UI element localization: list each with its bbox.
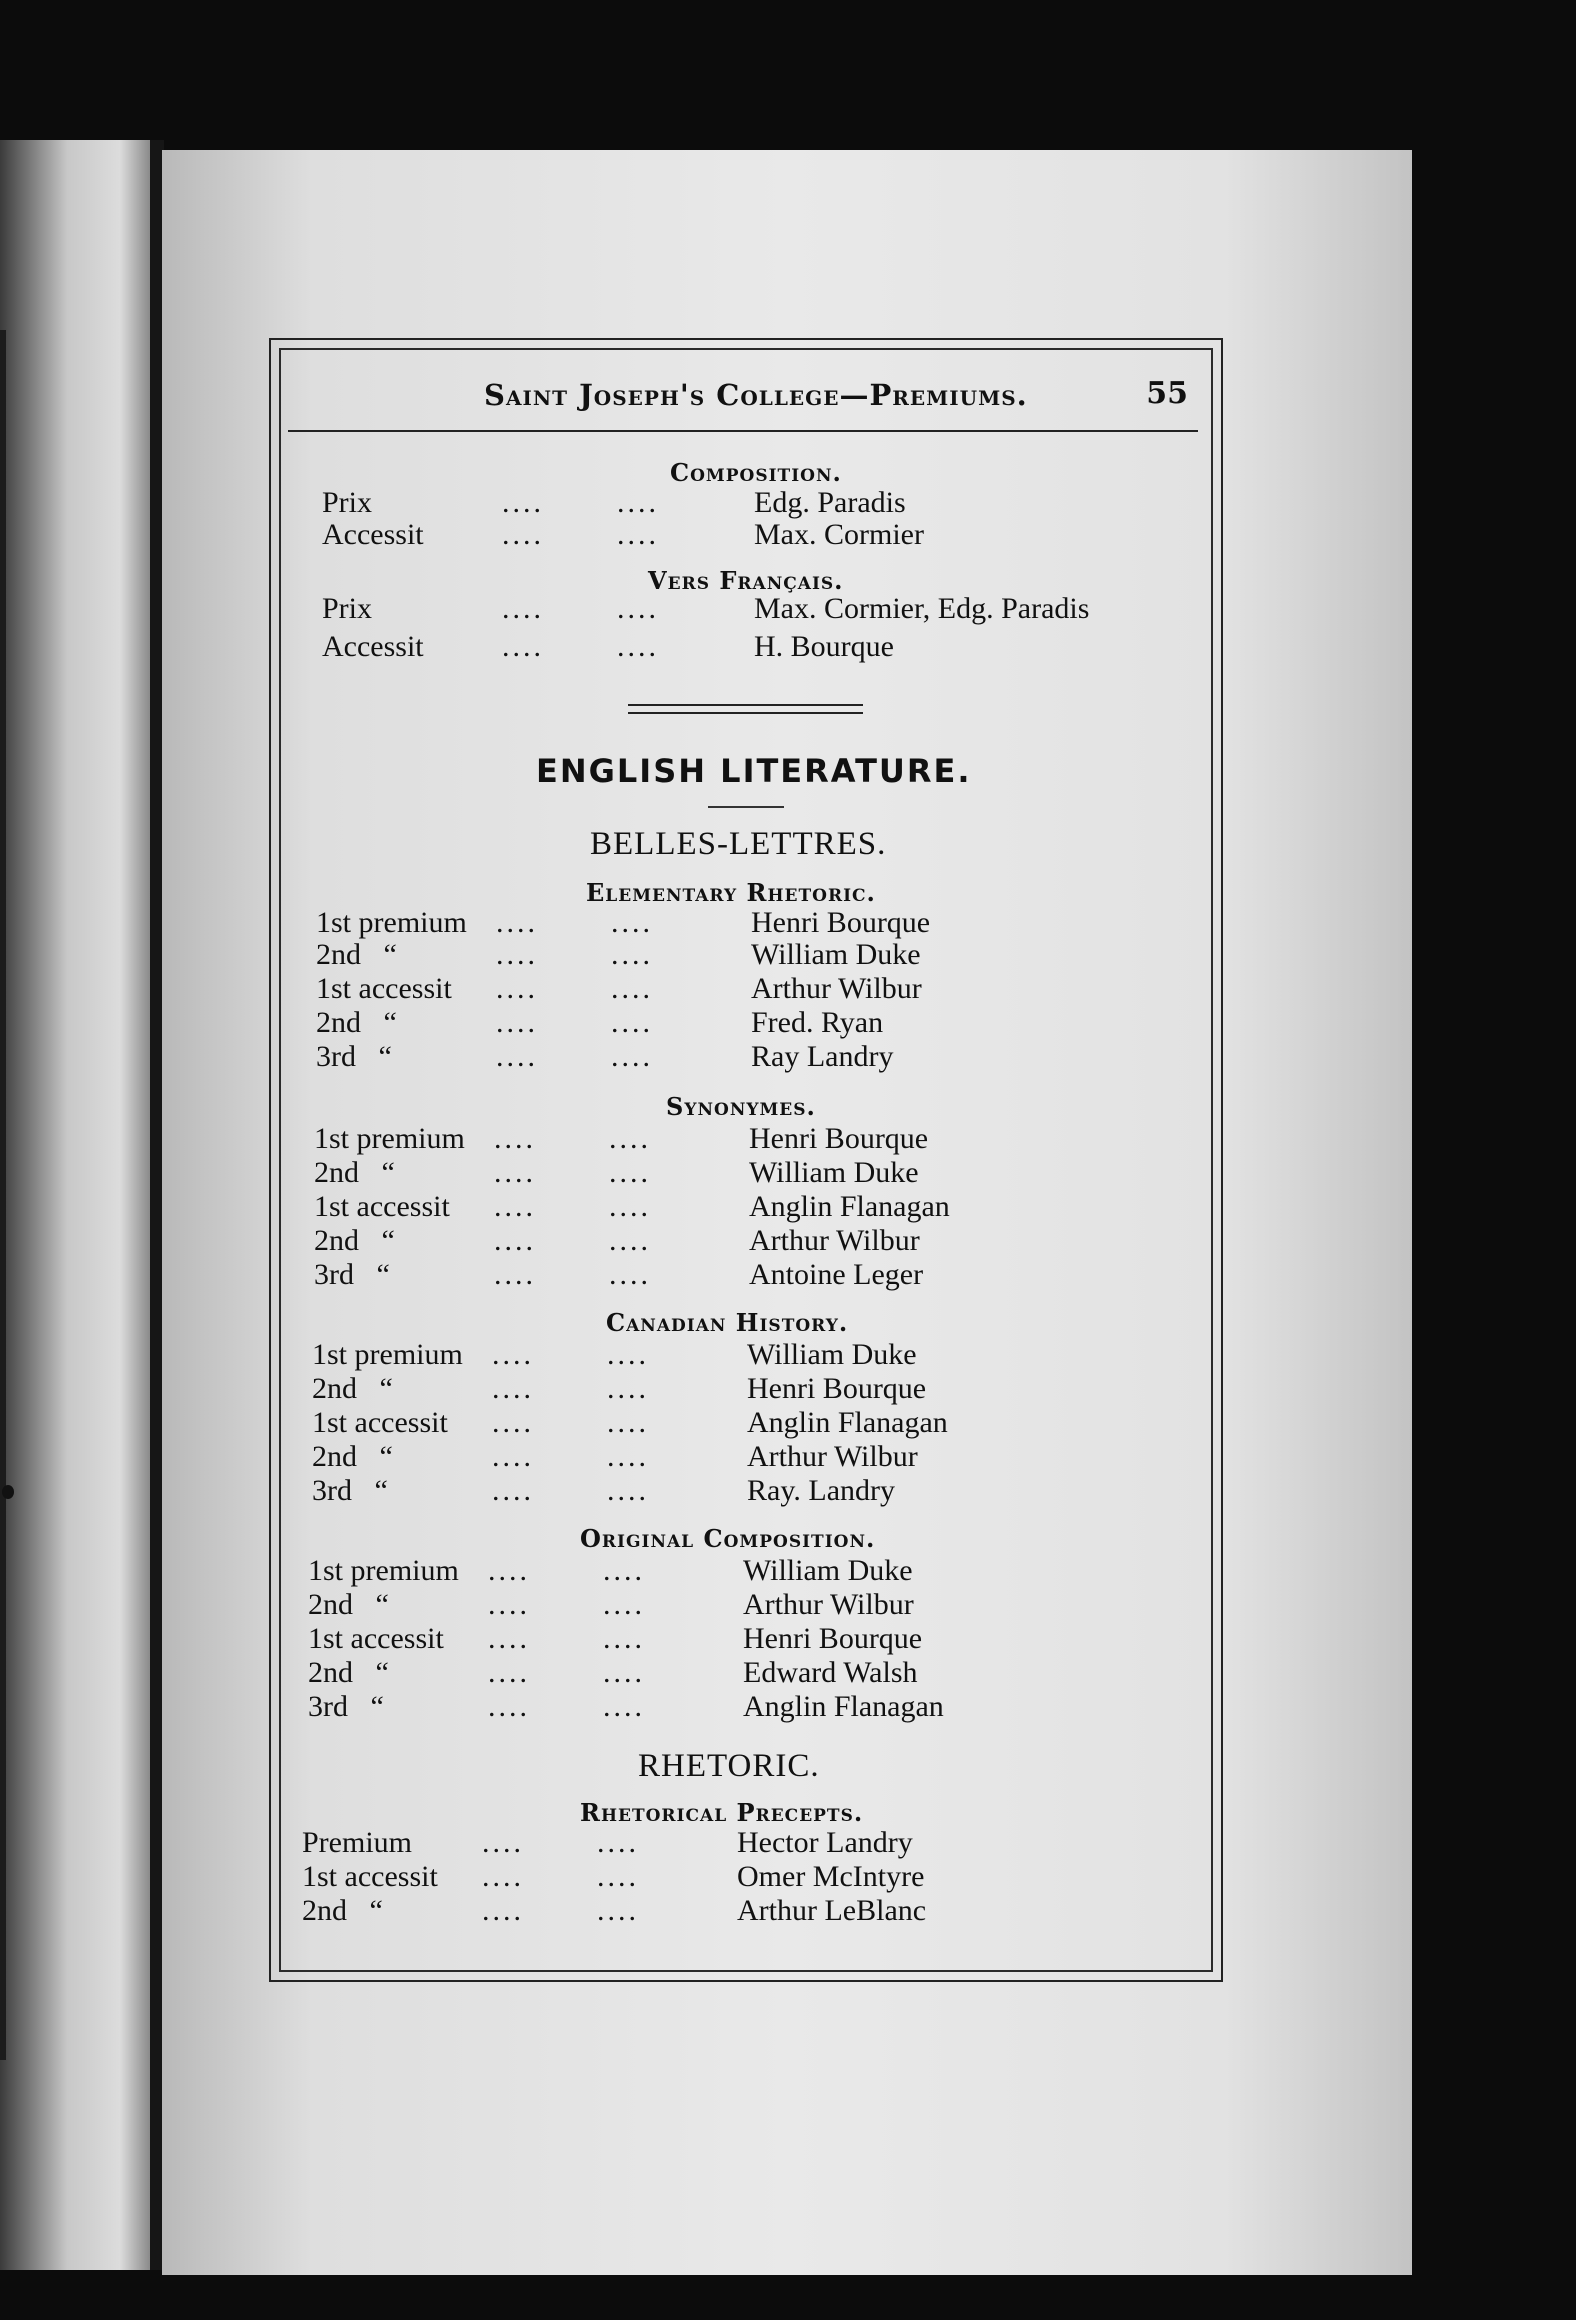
list-item xyxy=(312,1372,1212,1406)
heading-vers-francais: Vers Français. xyxy=(648,566,844,595)
leader-dots: .... xyxy=(609,1156,651,1189)
leader-dots: .... xyxy=(488,1622,530,1655)
list-item xyxy=(316,906,1216,940)
award-rank: 2nd “ xyxy=(308,1656,389,1689)
award-rank: 1st accessit xyxy=(302,1860,438,1893)
list-item xyxy=(316,972,1216,1006)
student-name: William Duke xyxy=(743,1554,913,1587)
list-item xyxy=(308,1588,1208,1622)
award-rank: 1st accessit xyxy=(316,972,452,1005)
leader-dots: .... xyxy=(496,1006,538,1039)
leader-dots: .... xyxy=(603,1622,645,1655)
leader-dots: .... xyxy=(496,938,538,971)
facing-page-edge xyxy=(0,140,150,2270)
award-rank: 1st accessit xyxy=(308,1622,444,1655)
list-item xyxy=(322,592,1222,626)
list-item xyxy=(322,518,1222,552)
student-name: Henri Bourque xyxy=(747,1372,927,1405)
heading-elementary-rhetoric: Elementary Rhetoric. xyxy=(586,878,876,907)
list-item xyxy=(316,938,1216,972)
leader-dots: .... xyxy=(496,1040,538,1073)
award-rank: Prix xyxy=(322,486,373,519)
student-name: Henri Bourque xyxy=(749,1122,929,1155)
facing-page-mark xyxy=(2,1485,14,1499)
student-name: Arthur Wilbur xyxy=(747,1440,918,1473)
student-name: Omer McIntyre xyxy=(737,1860,925,1893)
list-item xyxy=(312,1406,1212,1440)
award-rank: Premium xyxy=(302,1826,412,1859)
list-item xyxy=(308,1690,1208,1724)
list-item xyxy=(312,1338,1212,1372)
leader-dots: .... xyxy=(502,486,544,519)
section-divider xyxy=(628,704,863,714)
list-item xyxy=(302,1894,1202,1928)
award-rank: 2nd “ xyxy=(314,1224,395,1257)
facing-page-rule xyxy=(0,330,6,2060)
student-name: Anglin Flanagan xyxy=(743,1690,944,1723)
leader-dots: .... xyxy=(492,1474,534,1507)
leader-dots: .... xyxy=(603,1588,645,1621)
leader-dots: .... xyxy=(482,1826,524,1859)
award-rank: Accessit xyxy=(322,630,424,663)
award-rank: 2nd “ xyxy=(314,1156,395,1189)
award-rank: Accessit xyxy=(322,518,424,551)
leader-dots: .... xyxy=(617,486,659,519)
list-item xyxy=(314,1122,1214,1156)
award-rank: 1st premium xyxy=(314,1122,465,1155)
leader-dots: .... xyxy=(611,972,653,1005)
student-name: Ray. Landry xyxy=(747,1474,896,1507)
student-name: William Duke xyxy=(749,1156,919,1189)
award-rank: 3rd “ xyxy=(316,1040,392,1073)
leader-dots: .... xyxy=(617,630,659,663)
award-rank: 1st premium xyxy=(316,906,467,939)
heading-composition: Composition. xyxy=(670,458,842,487)
list-item xyxy=(316,1040,1216,1074)
student-name: Edg. Paradis xyxy=(754,486,906,519)
leader-dots: .... xyxy=(609,1258,651,1291)
page-number: 55 xyxy=(1146,376,1188,411)
leader-dots: .... xyxy=(482,1860,524,1893)
list-item xyxy=(314,1156,1214,1190)
heading-canadian-history: Canadian History. xyxy=(606,1308,849,1337)
student-name: Henri Bourque xyxy=(743,1622,923,1655)
list-item xyxy=(314,1224,1214,1258)
award-rank: 1st premium xyxy=(308,1554,459,1587)
student-name: Edward Walsh xyxy=(743,1656,918,1689)
student-name: Anglin Flanagan xyxy=(749,1190,950,1223)
leader-dots: .... xyxy=(609,1122,651,1155)
leader-dots: .... xyxy=(611,1040,653,1073)
list-item xyxy=(322,630,1222,664)
leader-dots: .... xyxy=(611,1006,653,1039)
list-item xyxy=(314,1190,1214,1224)
student-name: H. Bourque xyxy=(754,630,894,663)
student-name: Arthur Wilbur xyxy=(743,1588,914,1621)
running-header xyxy=(288,370,1198,432)
leader-dots: .... xyxy=(496,906,538,939)
leader-dots: .... xyxy=(494,1258,536,1291)
leader-dots: .... xyxy=(607,1406,649,1439)
list-item xyxy=(314,1258,1214,1292)
leader-dots: .... xyxy=(492,1440,534,1473)
list-item xyxy=(316,1006,1216,1040)
student-name: Max. Cormier, Edg. Paradis xyxy=(754,592,1090,625)
leader-dots: .... xyxy=(502,592,544,625)
leader-dots: .... xyxy=(494,1122,536,1155)
leader-dots: .... xyxy=(488,1588,530,1621)
award-rank: 2nd “ xyxy=(312,1440,393,1473)
leader-dots: .... xyxy=(603,1656,645,1689)
award-rank: 2nd “ xyxy=(308,1588,389,1621)
list-item xyxy=(308,1554,1208,1588)
short-divider xyxy=(708,806,784,808)
list-item xyxy=(302,1860,1202,1894)
award-rank: 1st accessit xyxy=(314,1190,450,1223)
award-rank: 3rd “ xyxy=(308,1690,384,1723)
list-item xyxy=(312,1440,1212,1474)
award-rank: 1st accessit xyxy=(312,1406,448,1439)
student-name: Antoine Leger xyxy=(749,1258,924,1291)
student-name: Arthur LeBlanc xyxy=(737,1894,927,1927)
heading-belles-lettres: BELLES-LETTRES. xyxy=(590,826,887,862)
leader-dots: .... xyxy=(611,938,653,971)
leader-dots: .... xyxy=(488,1690,530,1723)
leader-dots: .... xyxy=(607,1372,649,1405)
leader-dots: .... xyxy=(607,1338,649,1371)
leader-dots: .... xyxy=(617,592,659,625)
student-name: Fred. Ryan xyxy=(751,1006,884,1039)
award-rank: 1st premium xyxy=(312,1338,463,1371)
leader-dots: .... xyxy=(603,1554,645,1587)
leader-dots: .... xyxy=(597,1826,639,1859)
leader-dots: .... xyxy=(492,1406,534,1439)
leader-dots: .... xyxy=(607,1440,649,1473)
heading-original-composition: Original Composition. xyxy=(580,1524,876,1553)
heading-rhetoric: RHETORIC. xyxy=(638,1748,820,1784)
leader-dots: .... xyxy=(488,1656,530,1689)
list-item xyxy=(322,486,1222,520)
student-name: Arthur Wilbur xyxy=(749,1224,920,1257)
list-item xyxy=(302,1826,1202,1860)
leader-dots: .... xyxy=(494,1156,536,1189)
award-rank: 2nd “ xyxy=(316,1006,397,1039)
leader-dots: .... xyxy=(482,1894,524,1927)
leader-dots: .... xyxy=(597,1860,639,1893)
leader-dots: .... xyxy=(488,1554,530,1587)
leader-dots: .... xyxy=(609,1190,651,1223)
list-item xyxy=(308,1656,1208,1690)
student-name: William Duke xyxy=(747,1338,917,1371)
student-name: Max. Cormier xyxy=(754,518,924,551)
leader-dots: .... xyxy=(494,1224,536,1257)
heading-rhetorical-precepts: Rhetorical Precepts. xyxy=(580,1798,864,1827)
leader-dots: .... xyxy=(607,1474,649,1507)
running-title: Saint Joseph's College—Premiums. xyxy=(484,378,1028,412)
award-rank: 2nd “ xyxy=(316,938,397,971)
leader-dots: .... xyxy=(609,1224,651,1257)
student-name: Ray Landry xyxy=(751,1040,894,1073)
student-name: Arthur Wilbur xyxy=(751,972,922,1005)
student-name: William Duke xyxy=(751,938,921,971)
leader-dots: .... xyxy=(597,1894,639,1927)
leader-dots: .... xyxy=(502,630,544,663)
leader-dots: .... xyxy=(492,1372,534,1405)
leader-dots: .... xyxy=(492,1338,534,1371)
student-name: Henri Bourque xyxy=(751,906,931,939)
student-name: Anglin Flanagan xyxy=(747,1406,948,1439)
award-rank: 3rd “ xyxy=(312,1474,388,1507)
leader-dots: .... xyxy=(494,1190,536,1223)
list-item xyxy=(308,1622,1208,1656)
award-rank: 3rd “ xyxy=(314,1258,390,1291)
heading-synonymes: Synonymes. xyxy=(666,1092,816,1121)
leader-dots: .... xyxy=(496,972,538,1005)
leader-dots: .... xyxy=(617,518,659,551)
student-name: Hector Landry xyxy=(737,1826,913,1859)
list-item xyxy=(312,1474,1212,1508)
award-rank: 2nd “ xyxy=(302,1894,383,1927)
leader-dots: .... xyxy=(611,906,653,939)
award-rank: Prix xyxy=(322,592,373,625)
leader-dots: .... xyxy=(603,1690,645,1723)
award-rank: 2nd “ xyxy=(312,1372,393,1405)
leader-dots: .... xyxy=(502,518,544,551)
heading-english-literature: ENGLISH LITERATURE. xyxy=(536,752,972,790)
